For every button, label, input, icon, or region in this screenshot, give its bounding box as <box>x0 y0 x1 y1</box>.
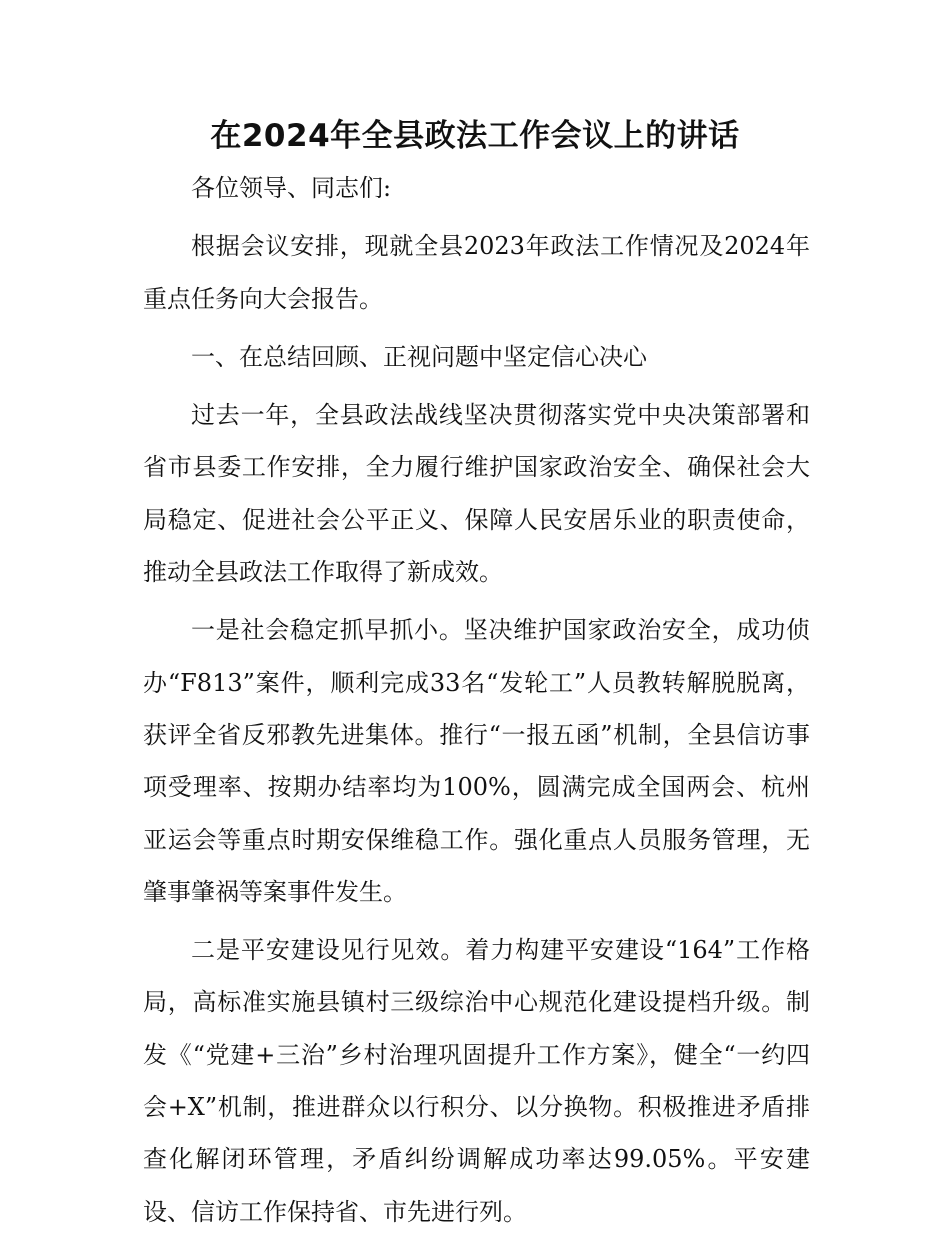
salutation-paragraph: 各位领导、同志们: <box>191 174 392 202</box>
summary-paragraph: 过去一年，全县政法战线坚决贯彻落实党中央决策部署和省市县委工作安排，全力履行维护国家政治安全、确保社会大局稳定、促进社会公平正义、保障人民安居乐业的职责使命，推动全县政法工作取得了新成效。 <box>143 401 810 587</box>
point-one-paragraph: 一是社会稳定抓早抓小。坚决维护国家政治安全，成功侦办“F813”案件，顺利完成33名“发轮工”人员教转解脱脱离，获评全省反邪教先进集体。推行“一报五函”机制，全县信访事项受理率、按期办结率均为100%，圆满完成全国两会、杭州亚运会等重点时期安保维稳工作。强化重点人员服务管理，无肇事肇祸等案事件发生。 <box>143 616 810 906</box>
section-heading: 一、在总结回顾、正视问题中坚定信心决心 <box>191 342 647 371</box>
intro-paragraph: 根据会议安排，现就全县2023年政法工作情况及2024年重点任务向大会报告。 <box>143 232 810 313</box>
document-title: 在2024年全县政法工作会议上的讲话 <box>210 118 740 154</box>
point-two-paragraph: 二是平安建设见行见效。着力构建平安建设“164”工作格局，高标准实施县镇村三级综治中心规范化建设提档升级。制发《“党建+三治”乡村治理巩固提升工作方案》，健全“一约四会+X”机制，推进群众以行积分、以分换物。积极推进矛盾排查化解闭环管理，矛盾纠纷调解成功率达99.05%。平安建设、信访工作保持省、市先进行列。 <box>143 936 810 1226</box>
document-body <box>143 162 810 1244</box>
